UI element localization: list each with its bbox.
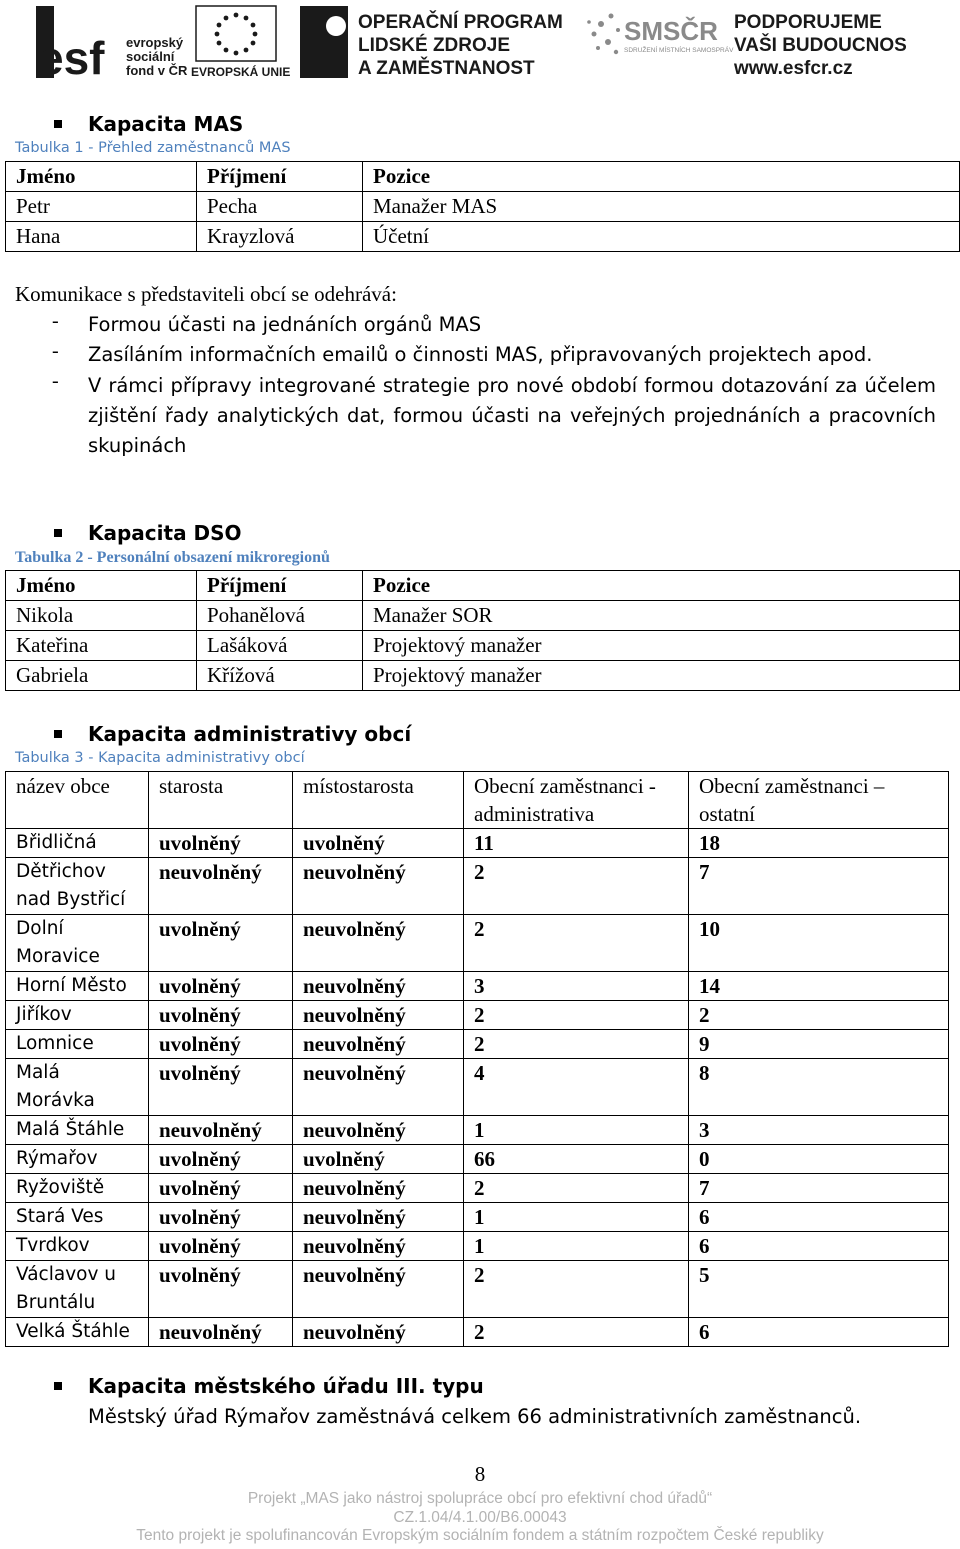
table-row [6,1145,949,1174]
table-cell: 66 [464,1145,689,1174]
table-cell: Tvrdkov [6,1232,149,1261]
table-cell: 3 [689,1116,949,1145]
table-cell: neuvolněný [293,915,464,972]
table-cell: uvolněný [149,915,293,972]
table-cell: neuvolněný [293,1001,464,1030]
table-caption: Tabulka 3 - Kapacita administrativy obcí [15,750,305,766]
table-cell: 1 [464,1203,689,1232]
table-cell: 0 [689,1145,949,1174]
table-cell: Kateřina [6,631,197,661]
header-cell: Jméno [6,162,197,192]
table-cell: neuvolněný [149,1116,293,1145]
table-cell: 6 [689,1318,949,1347]
section-heading-text: Kapacita DSO [88,521,242,545]
table-municipal-admin [5,771,949,1347]
table-row [6,631,960,661]
table-cell: neuvolněný [293,1261,464,1318]
table-cell: neuvolněný [149,1318,293,1347]
header-cell: Jméno [6,571,197,601]
table-cell: 14 [689,972,949,1001]
table-cell: 2 [464,858,689,915]
svg-text:OPERAČNÍ PROGRAM: OPERAČNÍ PROGRAM [358,12,563,33]
table-row [6,858,949,915]
table-mas-staff [5,161,960,252]
svg-text:SDRUŽENÍ MÍSTNÍCH SAMOSPRÁV: SDRUŽENÍ MÍSTNÍCH SAMOSPRÁV [624,47,734,54]
table-cell: neuvolněný [293,1203,464,1232]
table-cell: uvolněný [149,1174,293,1203]
section-heading-admin [54,722,411,746]
footer-project-name: Projekt „MAS jako nástroj spolupráce obcí pro efektivní chod úřadů“ [247,1490,713,1507]
table-cell: 6 [689,1232,949,1261]
bullet-square-icon [54,730,62,738]
footer-project-code: CZ.1.04/4.1.00/B6.00043 [393,1509,567,1526]
svg-text:fond v ČR: fond v ČR [126,63,188,78]
svg-text:SMSČR: SMSČR [624,16,718,46]
table-cell: 3 [464,972,689,1001]
table-cell: uvolněný [149,1030,293,1059]
table-cell: Horní Město [6,972,149,1001]
table-cell: Petr [6,192,197,222]
table-cell: Rýmařov [6,1145,149,1174]
table-cell: Pohanělová [197,601,363,631]
table-cell: neuvolněný [293,1232,464,1261]
table-row [6,972,949,1001]
header-cell: Obecní zaměstnanci – ostatní [689,772,949,829]
table-cell: Stará Ves [6,1203,149,1232]
table-cell: 1 [464,1116,689,1145]
table-cell: neuvolněný [293,1059,464,1116]
esf-logo [36,6,188,80]
table-cell: 2 [464,1030,689,1059]
table-row [6,1059,949,1116]
svg-text:PODPORUJEME: PODPORUJEME [734,12,882,33]
table-cell: neuvolněný [293,858,464,915]
header-cell: místostarosta [293,772,464,829]
table-cell: neuvolněný [293,1030,464,1059]
table-row [6,192,960,222]
table-cell: Krayzlová [197,222,363,252]
table-cell: neuvolněný [293,1318,464,1347]
eu-flag-icon [191,6,290,79]
esf-logo-strip [36,2,906,80]
table-cell: Projektový manažer [363,661,960,691]
table-row [6,222,960,252]
support-slogan [733,12,906,79]
table-cell: Malá Morávka [6,1059,149,1116]
table-cell: 5 [689,1261,949,1318]
svg-text:www.esfcr.cz: www.esfcr.cz [734,58,853,79]
communication-intro: Komunikace s představiteli obcí se odehrává: [15,282,397,306]
table-cell: uvolněný [149,972,293,1001]
section-heading-mas [54,112,243,136]
table-cell: uvolněný [293,829,464,858]
svg-text:sociální: sociální [126,49,175,64]
table-cell: 2 [464,1174,689,1203]
section-heading-text: Kapacita městského úřadu III. typu [88,1374,484,1398]
section-heading-dso [54,521,242,545]
table-cell: Pecha [197,192,363,222]
table-cell: 2 [464,1318,689,1347]
table-caption: Tabulka 1 - Přehled zaměstnanců MAS [15,140,291,156]
list-item: Formou účasti na jednáních orgánů MAS [88,313,482,336]
table-cell: neuvolněný [293,1116,464,1145]
table-cell: 6 [689,1203,949,1232]
table-cell: Manažer SOR [363,601,960,631]
table-row [6,1174,949,1203]
table-cell: 2 [464,1001,689,1030]
table-cell: Dětřichov nad Bystřicí [6,858,149,915]
svg-text:evropský: evropský [126,35,184,50]
table-cell: 11 [464,829,689,858]
table-cell: uvolněný [149,1001,293,1030]
table-dso-staff [5,570,960,691]
bullet-square-icon [54,529,62,537]
table-row [6,829,949,858]
table-cell: 2 [464,1261,689,1318]
header-cell: Příjmení [197,162,363,192]
table-cell: uvolněný [149,1145,293,1174]
table-cell: Manažer MAS [363,192,960,222]
svg-text:VAŠI BUDOUCNOST: VAŠI BUDOUCNOST [734,35,906,56]
table-cell: Jiříkov [6,1001,149,1030]
section-heading-text: Kapacita MAS [88,112,244,136]
header-cell: Příjmení [197,571,363,601]
table-header-row [6,162,960,192]
table-cell: uvolněný [293,1145,464,1174]
table-caption: Tabulka 2 - Personální obsazení mikroregionů [15,549,330,566]
table-cell: Břidličná [6,829,149,858]
table-cell: 7 [689,1174,949,1203]
section-heading-city-office [54,1374,484,1398]
table-cell: Velká Štáhle [6,1318,149,1347]
header-banner [36,2,906,80]
table-row [6,1261,949,1318]
table-row [6,1232,949,1261]
table-cell: Účetní [363,222,960,252]
svg-text:EVROPSKÁ UNIE: EVROPSKÁ UNIE [191,65,291,79]
list-item: V rámci přípravy integrované strategie pro nové období formou dotazování za účelem zjištění řady analytických dat, formou účasti na veřejných projednáních a pracovních skupinách [88,374,936,457]
table-cell: 10 [689,915,949,972]
table-cell: 1 [464,1232,689,1261]
op-lzz-logo [300,6,563,79]
table-cell: Projektový manažer [363,631,960,661]
header-cell: název obce [6,772,149,829]
table-cell: 9 [689,1030,949,1059]
table-row [6,1318,949,1347]
list-item: Zasíláním informačních emailů o činnosti MAS, připravovaných projektech apod. [88,343,873,366]
table-cell: Lomnice [6,1030,149,1059]
page-number: 8 [474,1462,486,1486]
table-cell: uvolněný [149,1203,293,1232]
table-cell: uvolněný [149,1059,293,1116]
table-cell: neuvolněný [293,972,464,1001]
table-row [6,1116,949,1145]
table-row [6,915,949,972]
smscr-logo [587,14,734,55]
table-cell: uvolněný [149,829,293,858]
table-cell: Dolní Moravice [6,915,149,972]
table-row [6,601,960,631]
header-cell: Pozice [363,162,960,192]
svg-text:esf: esf [38,32,105,80]
table-row [6,1001,949,1030]
header-cell: Obecní zaměstnanci - administrativa [464,772,689,829]
header-cell: starosta [149,772,293,829]
bullet-square-icon [54,120,62,128]
bullet-square-icon [54,1382,62,1390]
section-heading-text: Kapacita administrativy obcí [88,722,412,746]
list-dash: - [52,370,59,392]
table-cell: Křížová [197,661,363,691]
table-row [6,1030,949,1059]
table-cell: 18 [689,829,949,858]
table-header-row [6,772,949,829]
list-dash: - [52,310,59,332]
table-cell: Malá Štáhle [6,1116,149,1145]
list-dash: - [52,340,59,362]
table-cell: Nikola [6,601,197,631]
table-cell: Gabriela [6,661,197,691]
table-cell: Lašáková [197,631,363,661]
footer-funding-note: Tento projekt je spolufinancován Evropským sociálním fondem a státním rozpočtem České republiky [136,1527,824,1544]
table-cell: Václavov u Bruntálu [6,1261,149,1318]
table-cell: 2 [689,1001,949,1030]
table-cell: Hana [6,222,197,252]
table-cell: 2 [464,915,689,972]
svg-text:LIDSKÉ ZDROJE: LIDSKÉ ZDROJE [358,35,511,56]
table-row [6,1203,949,1232]
table-row [6,661,960,691]
table-cell: uvolněný [149,1232,293,1261]
table-cell: neuvolněný [149,858,293,915]
city-office-text: Městský úřad Rýmařov zaměstnává celkem 66 administrativních zaměstnanců. [88,1405,862,1428]
table-cell: Ryžoviště [6,1174,149,1203]
table-cell: neuvolněný [293,1174,464,1203]
table-cell: 8 [689,1059,949,1116]
table-cell: 7 [689,858,949,915]
table-header-row [6,571,960,601]
table-cell: uvolněný [149,1261,293,1318]
header-cell: Pozice [363,571,960,601]
table-cell: 4 [464,1059,689,1116]
svg-text:A ZAMĚSTNANOST: A ZAMĚSTNANOST [358,58,535,79]
